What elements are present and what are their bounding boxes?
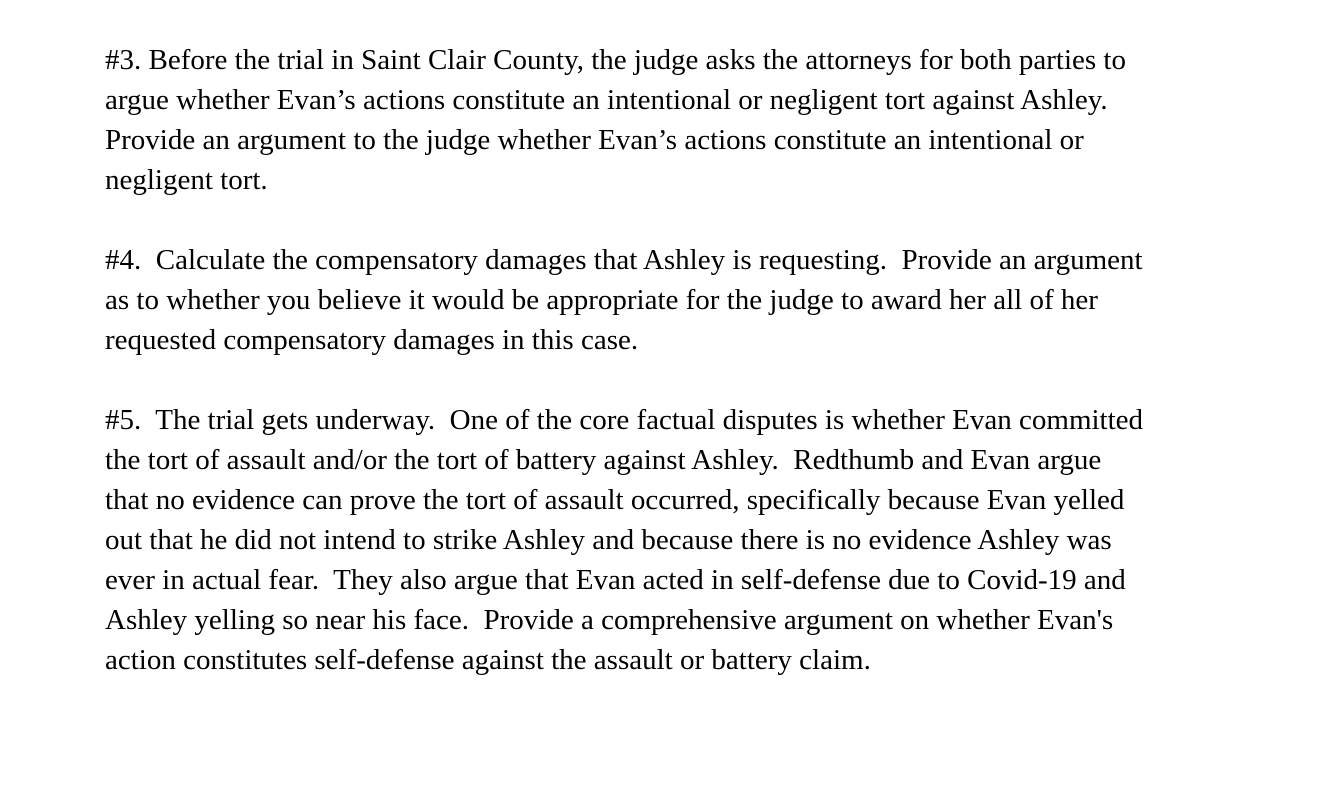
document-page: [105, 40, 1285, 720]
question-5-line-5: ever in actual fear. They also argue that Evan acted in self-defense due to Covid-19 and: [105, 564, 1126, 596]
question-5-line-4: out that he did not intend to strike Ashley and because there is no evidence Ashley was: [105, 524, 1112, 556]
question-3-paragraph: [105, 40, 1285, 200]
question-4-paragraph: [105, 240, 1285, 360]
question-5-line-2: the tort of assault and/or the tort of battery against Ashley. Redthumb and Evan argue: [105, 444, 1102, 476]
question-3-line-2: argue whether Evan’s actions constitute an intentional or negligent tort against Ashley.: [105, 84, 1108, 116]
question-5-line-7: action constitutes self-defense against the assault or battery claim.: [105, 644, 871, 676]
question-3-line-1: #3. Before the trial in Saint Clair County, the judge asks the attorneys for both parties to: [105, 44, 1126, 76]
question-5-paragraph: [105, 400, 1285, 680]
question-3-line-3: Provide an argument to the judge whether Evan’s actions constitute an intentional or: [105, 124, 1084, 156]
question-5-line-1: #5. The trial gets underway. One of the core factual disputes is whether Evan committed: [105, 404, 1144, 436]
question-4-line-3: requested compensatory damages in this case.: [105, 324, 639, 356]
question-5-line-6: Ashley yelling so near his face. Provide a comprehensive argument on whether Evan's: [105, 604, 1114, 636]
question-3-line-4: negligent tort.: [105, 164, 268, 196]
question-4-line-2: as to whether you believe it would be appropriate for the judge to award her all of her: [105, 284, 1098, 316]
question-5-line-3: that no evidence can prove the tort of assault occurred, specifically because Evan yelled: [105, 484, 1125, 516]
question-4-line-1: #4. Calculate the compensatory damages that Ashley is requesting. Provide an argument: [105, 244, 1143, 276]
